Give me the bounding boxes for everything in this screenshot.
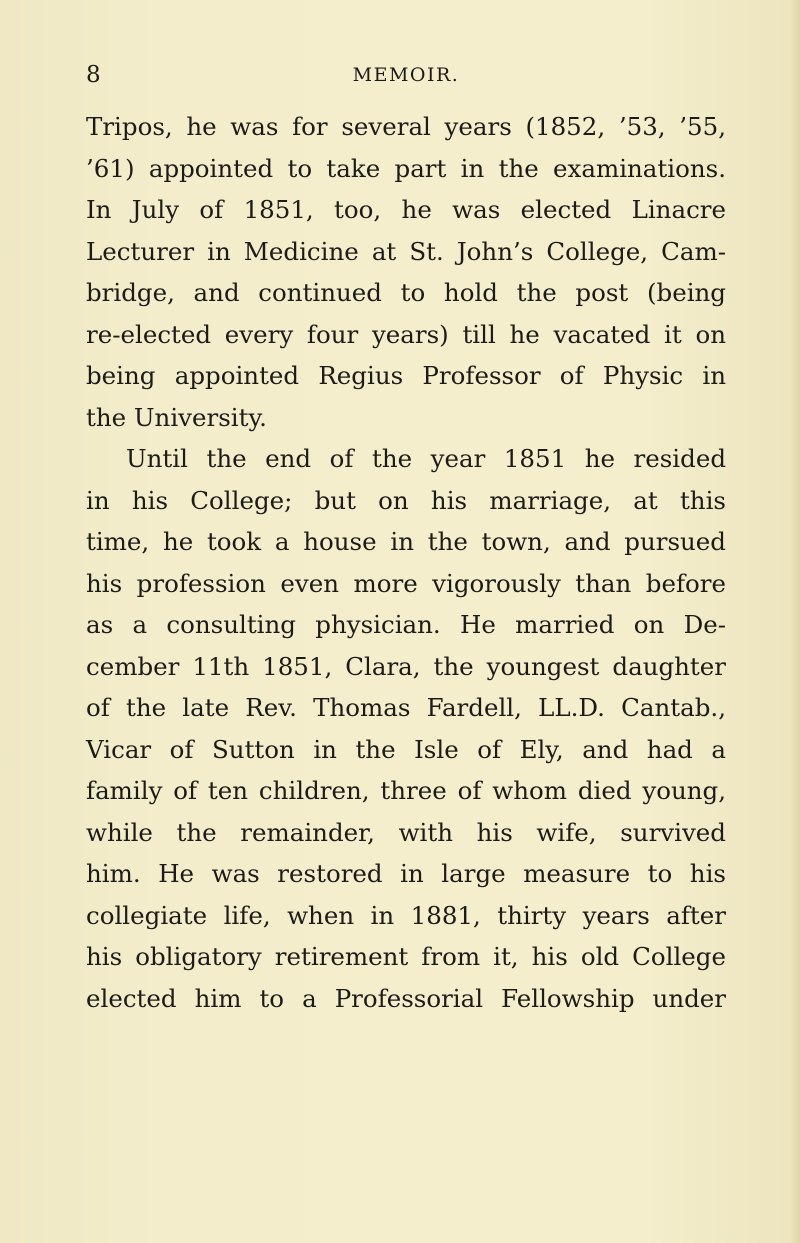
text-line: while the remainder, with his wife, survived	[86, 817, 726, 847]
text-line: Tripos, he was for several years (1852, ’53, ’55,	[86, 112, 726, 141]
text-line: him. He was restored in large measure to his	[86, 859, 726, 888]
text-line: his obligatory retirement from it, his old College	[86, 942, 726, 971]
page-number: 8	[86, 62, 101, 88]
body-text	[86, 106, 726, 1019]
running-head	[86, 62, 726, 92]
text-line: Until the end of the year 1851 he resided	[126, 444, 726, 473]
text-line: re-elected every four years) till he vacated it on	[86, 319, 726, 349]
text-line: in his College; but on his marriage, at this	[86, 485, 726, 515]
running-title: MEMOIR.	[352, 64, 460, 86]
page-edge-shadow	[790, 0, 800, 1243]
text-line: time, he took a house in the town, and pursued	[86, 527, 726, 556]
text-line: as a consulting physician. He married on De-	[86, 610, 726, 639]
text-line: bridge, and continued to hold the post (being	[86, 278, 726, 307]
text-line: the University.	[86, 402, 267, 432]
text-line: his profession even more vigorously than before	[86, 568, 726, 598]
text-line: Lecturer in Medicine at St. John’s College, Cam-	[86, 236, 726, 266]
text-line: family of ten children, three of whom died young,	[86, 776, 726, 805]
text-line: of the late Rev. Thomas Fardell, LL.D. Cantab.,	[86, 693, 726, 722]
text-line: ’61) appointed to take part in the examinations.	[86, 153, 726, 183]
text-line: elected him to a Professorial Fellowship under	[86, 983, 726, 1013]
text-line: collegiate life, when in 1881, thirty years after	[86, 900, 726, 930]
text-line: Vicar of Sutton in the Isle of Ely, and had a	[86, 734, 726, 764]
text-line: cember 11th 1851, Clara, the youngest daughter	[86, 651, 726, 681]
text-line: being appointed Regius Professor of Physic in	[86, 361, 726, 390]
text-line: In July of 1851, too, he was elected Linacre	[86, 195, 726, 224]
